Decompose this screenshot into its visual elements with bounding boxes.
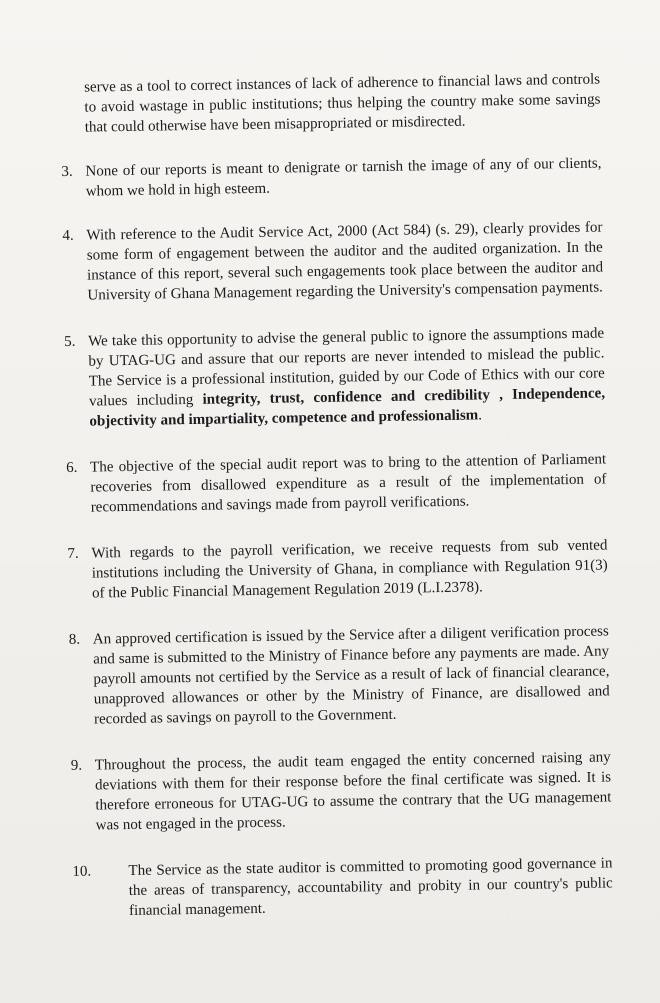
list-item-9 [71,747,612,835]
list-number: 10. [72,863,92,880]
list-number: 9. [70,757,83,774]
list-item-6 [66,449,607,517]
list-text: Throughout the process, the audit team engaged the entity concerned raising any deviations with them for their response before the final certificate was signed. It is therefore erroneous for UTAG-UG to assume the contrary that the UG management was not engaged in the process. [94,749,612,834]
continued-paragraph: serve as a tool to correct instances of lack of adherence to financial laws and controls to avoid wastage in public institutions; thus helping the country make some savings that could otherwise have been misappropriated or misdirected. [84,71,601,136]
list-item-3 [61,154,602,202]
list-item-10 [72,853,613,921]
list-text: An approved certification is issued by the Service after a diligent verification process and same is submitted to the Ministry of Finance before any payments are made. Any payroll amounts not certified by the Service as a result of lack of financial clearance, unapproved allowances or other by the Ministry of Finance, are disallowed and recorded as savings on payroll to the Government. [92,623,610,728]
list-text: With reference to the Audit Service Act, 2000 (Act 584) (s. 29), clearly provides for some form of engagement between the auditor and the audited organization. In the instance of this report, several such engagements took place between the auditor and University of Ghana Management regarding the University's compensation payments. [86,219,604,304]
list-text: None of our reports is meant to denigrate or tarnish the image of any of our clients, whom we hold in high esteem. [85,155,602,200]
list-text [88,323,606,431]
list-item-7 [67,535,608,603]
list-number: 7. [67,545,79,562]
list-item-4 [62,217,603,305]
list-number: 4. [62,227,74,244]
list-text-lead: We take this opportunity to advise the general public to ignore the assumptions made by UTAG-UG and assure that our reports are never intended to mislead the public. The Service is a professional institution, guided by our Code of Ethics with our core values including [88,325,605,410]
list-number: 3. [61,163,73,180]
list-text: The objective of the special audit report was to bring to the attention of Parliament recoveries from disallowed expenditure as a result of the implementation of recommendations and savings made from payroll verifications. [89,451,607,516]
core-values-bold: integrity, trust, confidence and credibility , Independence, objectivity and impartiality, competence and professionalism [89,385,606,430]
document-body [60,70,613,922]
list-text: The Service as the state auditor is committed to promoting good governance in the areas of transparency, accountability and probity in our country's public financial management. [128,855,613,920]
list-number: 8. [68,631,81,648]
list-text: With regards to the payroll verification, we receive requests from sub vented institutions including the University of Ghana, in compliance with Regulation 91(3) of the Public Financial Management Regulation 2019 (L.I.2378). [91,537,608,602]
list-text-end: . [478,407,483,424]
list-number: 6. [66,459,78,476]
list-number: 5. [64,333,76,350]
list-item-8 [69,621,611,729]
list-item-5 [64,323,606,431]
